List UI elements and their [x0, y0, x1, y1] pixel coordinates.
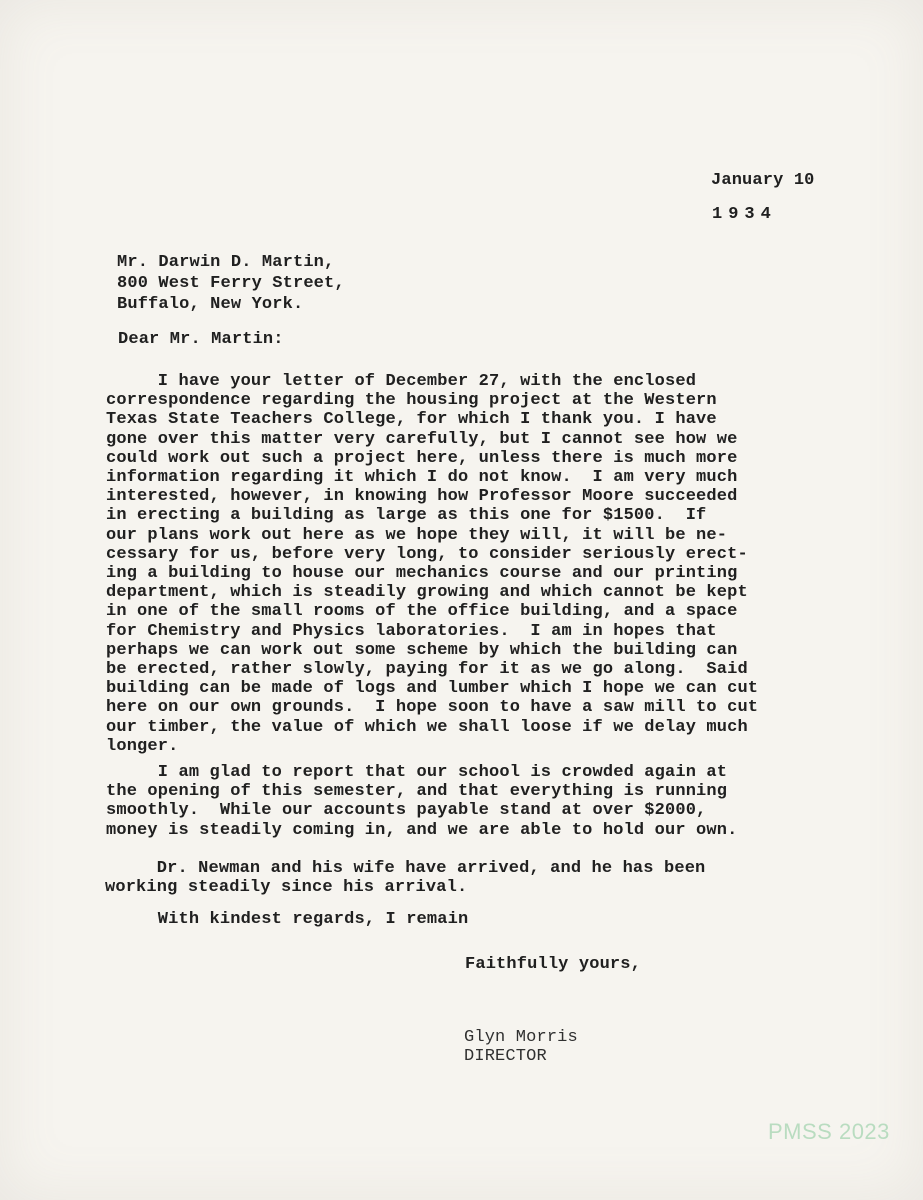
- body-line: the opening of this semester, and that everything is running: [106, 782, 728, 802]
- body-line: in one of the small rooms of the office building, and a space: [106, 602, 738, 622]
- body-line: for Chemistry and Physics laboratories. I am in hopes that: [106, 621, 717, 641]
- body-line: smoothly. While our accounts payable stand at over $2000,: [106, 801, 707, 821]
- letter-date: January 10: [711, 171, 815, 190]
- body-line: cessary for us, before very long, to consider seriously erect-: [106, 544, 748, 564]
- body-line: Texas State Teachers College, for which I thank you. I have: [106, 410, 717, 430]
- body-line: department, which is steadily growing and which cannot be kept: [106, 583, 748, 603]
- body-line: With kindest regards, I remain: [106, 910, 469, 929]
- body-line: ing a building to house our mechanics course and our printing: [106, 564, 738, 583]
- body-line: Dr. Newman and his wife have arrived, and he has been: [105, 859, 706, 878]
- recipient-street: 800 West Ferry Street,: [117, 274, 345, 293]
- body-line: in erecting a building as large as this one for $1500. If: [106, 506, 707, 526]
- body-line: information regarding it which I do not know. I am very much: [106, 468, 738, 487]
- body-line: money is steadily coming in, and we are able to hold our own.: [106, 820, 738, 840]
- body-line: gone over this matter very carefully, but I cannot see how we: [106, 429, 738, 449]
- closing: Faithfully yours,: [465, 955, 641, 974]
- body-line: our timber, the value of which we shall loose if we delay much: [106, 717, 748, 737]
- body-line: could work out such a project here, unless there is much more: [106, 448, 738, 468]
- body-line: longer.: [106, 736, 179, 756]
- body-line: be erected, rather slowly, paying for it as we go along. Said: [106, 660, 748, 679]
- body-line: working steadily since his arrival.: [105, 878, 468, 898]
- body-line: I have your letter of December 27, with the enclosed: [106, 372, 697, 391]
- letter-year: 1934: [712, 205, 777, 224]
- body-line: I am glad to report that our school is crowded again at: [106, 763, 728, 782]
- recipient-city: Buffalo, New York.: [117, 295, 304, 314]
- recipient-name: Mr. Darwin D. Martin,: [117, 253, 335, 272]
- body-line: correspondence regarding the housing project at the Western: [106, 391, 717, 411]
- signature-title: DIRECTOR: [464, 1047, 547, 1066]
- body-line: perhaps we can work out some scheme by which the building can: [106, 640, 738, 660]
- body-line: building can be made of logs and lumber which I hope we can cut: [106, 679, 759, 699]
- watermark: PMSS 2023: [768, 1119, 890, 1144]
- body-line: our plans work out here as we hope they will, it will be ne-: [106, 525, 728, 545]
- signature-name: Glyn Morris: [464, 1028, 578, 1047]
- body-line: interested, however, in knowing how Professor Moore succeeded: [106, 487, 738, 507]
- body-line: here on our own grounds. I hope soon to have a saw mill to cut: [106, 698, 759, 718]
- salutation: Dear Mr. Martin:: [118, 330, 284, 349]
